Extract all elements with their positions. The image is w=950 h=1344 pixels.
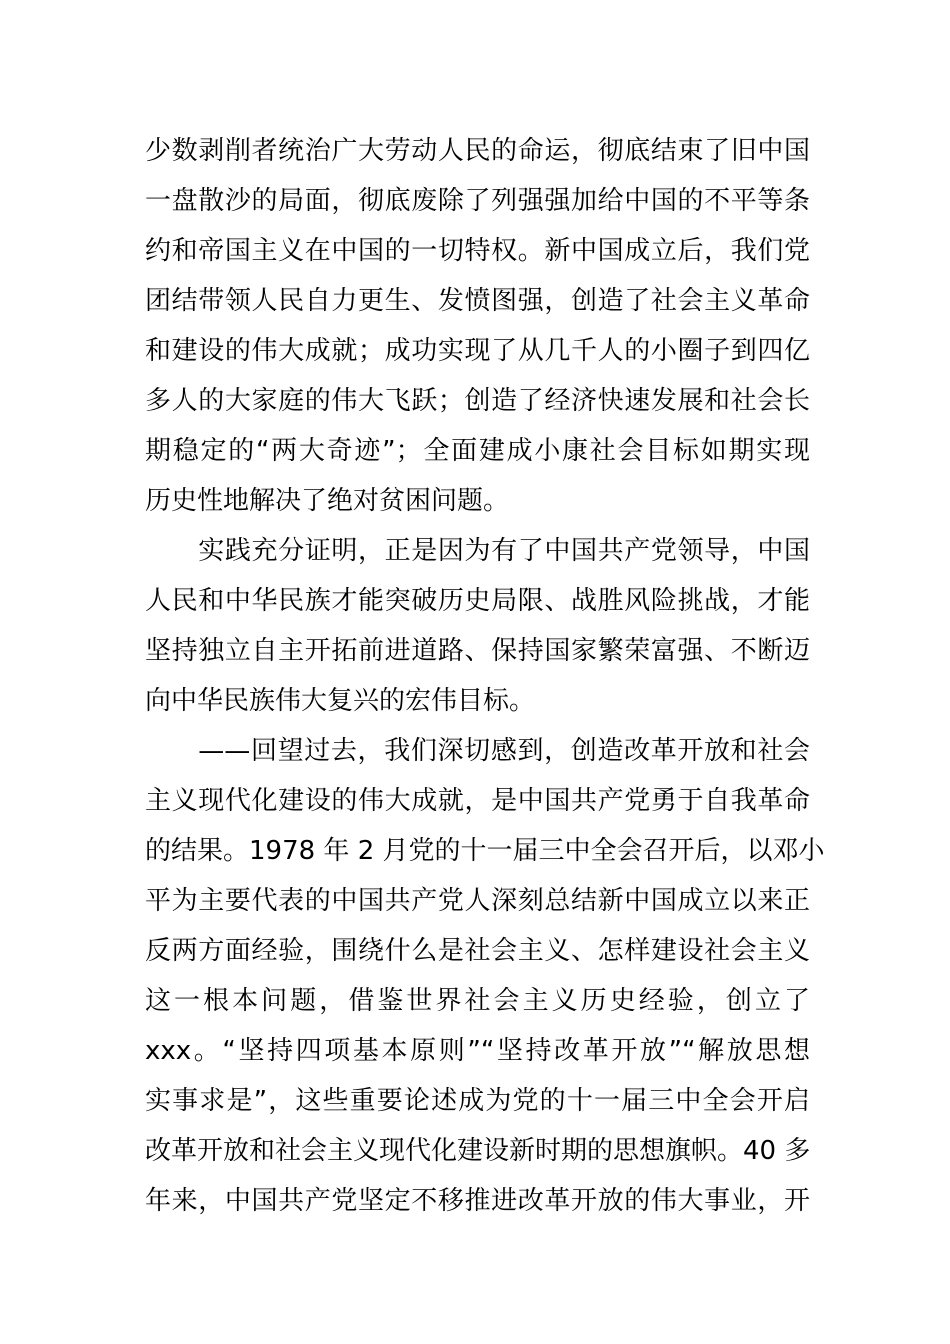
text-line: 实践充分证明，正是因为有了中国共产党领导，中国 <box>145 536 810 566</box>
text-line: 多人的大家庭的伟大飞跃；创造了经济快速发展和社会长 <box>145 386 810 416</box>
text-line: 坚持独立自主开拓前进道路、保持国家繁荣富强、不断迈 <box>145 636 810 666</box>
text-line: 改革开放和社会主义现代化建设新时期的思想旗帜。40 多 <box>145 1136 811 1166</box>
text-line: 一盘散沙的局面，彻底废除了列强强加给中国的不平等条 <box>145 186 810 216</box>
text-line: 和建设的伟大成就；成功实现了从几千人的小圈子到四亿 <box>145 336 810 366</box>
text-line: 这一根本问题，借鉴世界社会主义历史经验，创立了 <box>145 986 810 1016</box>
text-line: 平为主要代表的中国共产党人深刻总结新中国成立以来正 <box>145 886 810 916</box>
text-line: 历史性地解决了绝对贫困问题。 <box>145 486 510 516</box>
text-line: xxx。“坚持四项基本原则”“坚持改革开放”“解放思想 <box>145 1036 810 1066</box>
text-line: 约和帝国主义在中国的一切特权。新中国成立后，我们党 <box>145 236 810 266</box>
body-text <box>145 126 825 1226</box>
paragraph-3 <box>145 726 825 1226</box>
text-line: 少数剥削者统治广大劳动人民的命运，彻底结束了旧中国 <box>145 136 810 166</box>
paragraph-2 <box>145 526 810 726</box>
text-line: ——回望过去，我们深切感到，创造改革开放和社会 <box>145 736 810 766</box>
paragraph-1 <box>145 126 810 526</box>
text-line: 反两方面经验，围绕什么是社会主义、怎样建设社会主义 <box>145 936 810 966</box>
text-line: 主义现代化建设的伟大成就，是中国共产党勇于自我革命 <box>145 786 810 816</box>
text-line: 期稳定的“两大奇迹”；全面建成小康社会目标如期实现 <box>145 436 810 466</box>
text-line: 的结果。1978 年 2 月党的十一届三中全会召开后，以邓小 <box>145 836 825 866</box>
text-line: 实事求是”，这些重要论述成为党的十一届三中全会开启 <box>145 1086 810 1116</box>
text-line: 人民和中华民族才能突破历史局限、战胜风险挑战，才能 <box>145 586 810 616</box>
text-line: 向中华民族伟大复兴的宏伟目标。 <box>145 686 536 716</box>
text-line: 年来，中国共产党坚定不移推进改革开放的伟大事业，开 <box>145 1186 810 1216</box>
text-line: 团结带领人民自力更生、发愤图强，创造了社会主义革命 <box>145 286 810 316</box>
